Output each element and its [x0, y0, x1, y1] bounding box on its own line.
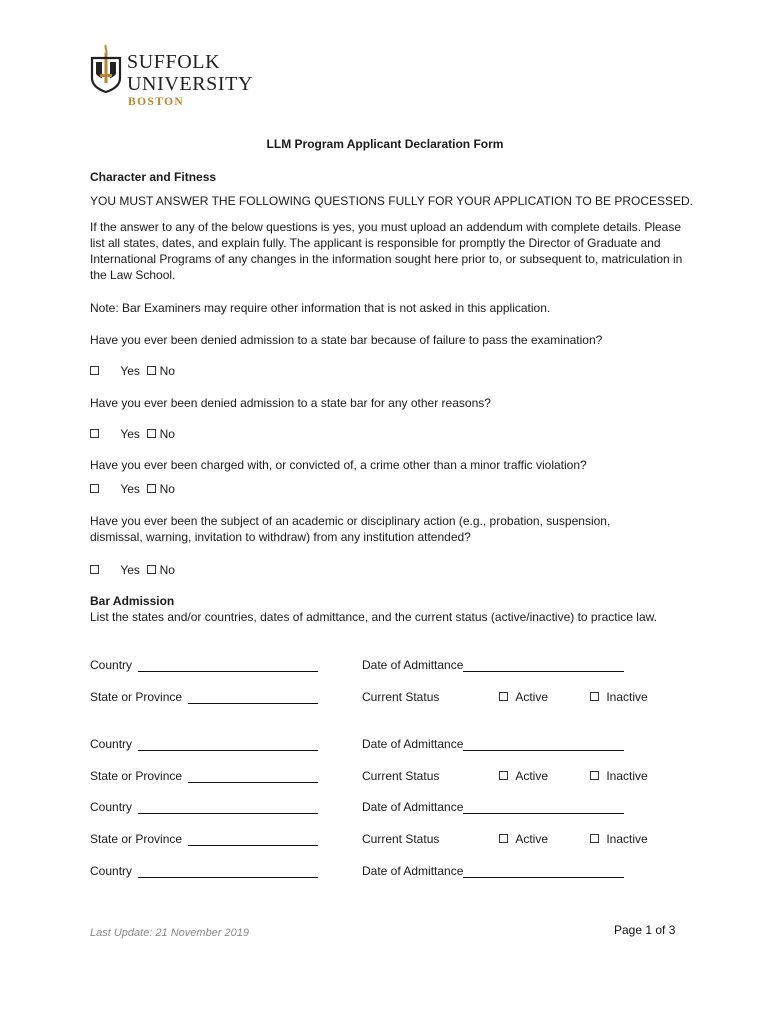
country-input[interactable] [138, 801, 318, 814]
state-input[interactable] [188, 833, 318, 846]
active-label: Active [515, 769, 549, 783]
active-checkbox[interactable] [499, 834, 508, 843]
form-title: LLM Program Applicant Declaration Form [266, 137, 504, 151]
country-field-4 [90, 863, 318, 879]
state-input[interactable] [188, 691, 318, 704]
country-input[interactable] [138, 865, 318, 878]
active-option-1 [499, 689, 548, 705]
current-status-label: Current Status [362, 769, 440, 783]
state-label: State or Province [90, 690, 183, 704]
inactive-option-3 [590, 831, 648, 847]
shield-torch-icon [90, 44, 122, 94]
state-field-1 [90, 689, 318, 705]
logo-line-university: UNIVERSITY [127, 73, 253, 95]
country-label: Country [90, 737, 133, 751]
must-answer-text: YOU MUST ANSWER THE FOLLOWING QUESTIONS FULLY FOR YOUR APPLICATION TO BE PROCESSED. [90, 194, 694, 208]
state-label: State or Province [90, 769, 183, 783]
current-status-label: Current Status [362, 690, 440, 704]
bar-admission-instructions: List the states and/or countries, dates of admittance, and the current status (active/inactive) to practice law. [90, 610, 657, 624]
section-heading-character: Character and Fitness [90, 170, 217, 184]
question-3: Have you ever been charged with, or convicted of, a crime other than a minor traffic violation? [90, 458, 587, 472]
inactive-option-2 [590, 768, 648, 784]
logo-line-boston: BOSTON [128, 96, 185, 108]
no-label: No [159, 364, 175, 378]
question-2: Have you ever been denied admission to a state bar for any other reasons? [90, 396, 491, 410]
instructions-paragraph: If the answer to any of the below questions is yes, you must upload an addendum with complete details. Please list all states, dates, and explain fully. The applicant is responsible for promptly the Director of Graduate and International Programs of any changes in the information sought here prior to, or subsequent to, matriculation in the Law School. [90, 220, 683, 282]
answer-row-2 [90, 426, 175, 442]
inactive-checkbox[interactable] [590, 834, 599, 843]
yes-label: Yes [120, 563, 140, 577]
answer-row-3 [90, 481, 175, 497]
current-status-label: Current Status [362, 832, 440, 846]
date-input[interactable] [463, 801, 624, 814]
date-input[interactable] [463, 738, 624, 751]
no-checkbox[interactable] [147, 484, 156, 493]
date-of-admittance-label: Date of Admittance [362, 737, 464, 751]
date-input[interactable] [463, 865, 624, 878]
inactive-checkbox[interactable] [590, 692, 599, 701]
date-input[interactable] [463, 659, 624, 672]
date-of-admittance-label: Date of Admittance [362, 658, 464, 672]
inactive-label: Inactive [606, 769, 648, 783]
section-heading-bar-admission: Bar Admission [90, 594, 175, 608]
suffolk-logo [90, 44, 280, 110]
country-input[interactable] [138, 738, 318, 751]
no-checkbox[interactable] [147, 366, 156, 375]
date-of-admittance-label: Date of Admittance [362, 864, 464, 878]
yes-checkbox[interactable] [90, 366, 99, 375]
date-field-3 [362, 799, 624, 815]
question-1: Have you ever been denied admission to a state bar because of failure to pass the examination? [90, 333, 603, 347]
date-field-1 [362, 657, 624, 673]
active-label: Active [515, 832, 549, 846]
yes-label: Yes [120, 427, 140, 441]
no-label: No [159, 563, 175, 577]
note-text: Note: Bar Examiners may require other information that is not asked in this application. [90, 301, 551, 315]
last-update-footer: Last Update: 21 November 2019 [90, 927, 249, 939]
active-option-3 [499, 831, 548, 847]
country-label: Country [90, 864, 133, 878]
active-checkbox[interactable] [499, 692, 508, 701]
state-field-2 [90, 768, 318, 784]
answer-row-4 [90, 562, 175, 578]
country-label: Country [90, 658, 133, 672]
date-field-2 [362, 736, 624, 752]
no-checkbox[interactable] [147, 429, 156, 438]
active-checkbox[interactable] [499, 771, 508, 780]
state-label: State or Province [90, 832, 183, 846]
no-label: No [159, 427, 175, 441]
date-field-4 [362, 863, 624, 879]
yes-label: Yes [120, 364, 140, 378]
yes-checkbox[interactable] [90, 429, 99, 438]
inactive-option-1 [590, 689, 648, 705]
inactive-label: Inactive [606, 690, 648, 704]
active-label: Active [515, 690, 549, 704]
yes-checkbox[interactable] [90, 484, 99, 493]
logo-line-suffolk: SUFFOLK [127, 51, 221, 73]
country-field-2 [90, 736, 318, 752]
country-field-3 [90, 799, 318, 815]
inactive-label: Inactive [606, 832, 648, 846]
inactive-checkbox[interactable] [590, 771, 599, 780]
country-label: Country [90, 800, 133, 814]
country-input[interactable] [138, 659, 318, 672]
page-number: Page 1 of 3 [614, 923, 676, 937]
answer-row-1 [90, 363, 175, 379]
yes-checkbox[interactable] [90, 565, 99, 574]
active-option-2 [499, 768, 548, 784]
no-checkbox[interactable] [147, 565, 156, 574]
state-input[interactable] [188, 770, 318, 783]
no-label: No [159, 482, 175, 496]
country-field-1 [90, 657, 318, 673]
date-of-admittance-label: Date of Admittance [362, 800, 464, 814]
question-4: Have you ever been the subject of an academic or disciplinary action (e.g., probation, suspension, dismissal, warning, invitation to withdraw) from any institution attended? [90, 514, 611, 544]
yes-label: Yes [120, 482, 140, 496]
state-field-3 [90, 831, 318, 847]
